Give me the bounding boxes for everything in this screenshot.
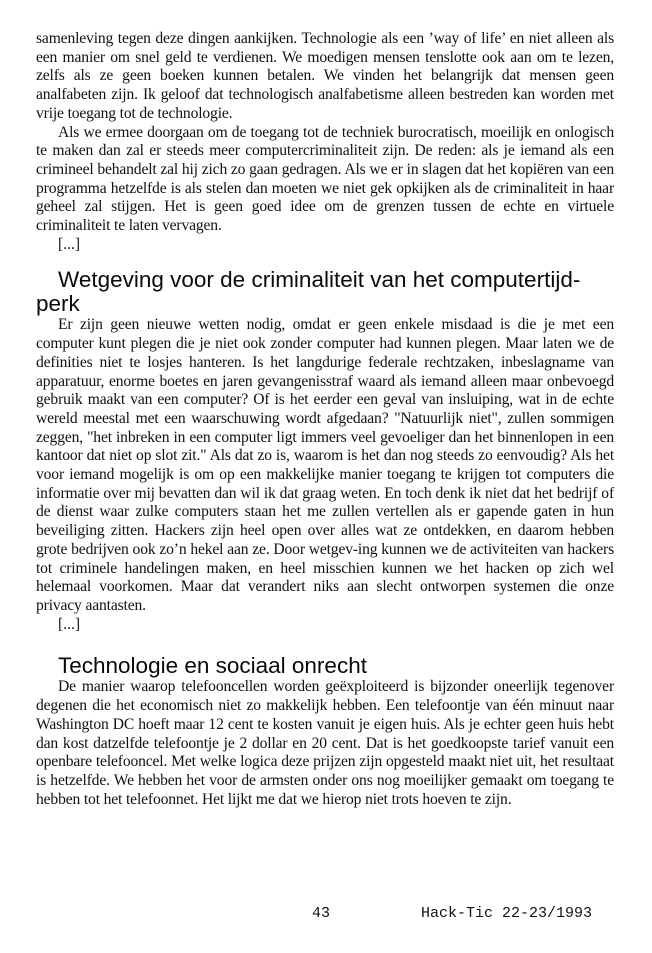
omission-marker: [...] xyxy=(58,615,81,633)
paragraph-social-injustice: De manier waarop telefooncellen worden geëxploiteerd is bijzonder oneerlijk tegenover degenen die het economisch niet zo makkelijk hebben. Een telefoontje van één minuut naar Washington DC hoeft maar 12 cent te kosten vanuit je eigen huis. Als je echter geen huis hebt dan kost datzelfde telefoontje je 2 dollar en 20 cent. Dat is het goedkoopste tarief vanuit een openbare telefooncel. Met welke logica deze prijzen zijn opgesteld maakt niet uit, het resultaat is hetzelfde. We hebben het voor de armsten onder ons nog moeilijker gemaakt om toegang te hebben tot het telefoonnet. Het lijkt me dat we hierop niet trots hoeven te zijn. xyxy=(36,678,614,808)
paragraph-computer-crime: Als we ermee doorgaan om de toegang tot de techniek burocratisch, moeilijk en onlogisch te maken dan zal er steeds meer computercriminaliteit zijn. De reden: als je iemand als een crimineel behandelt zal hij zich zo gaan gedragen. Als we er in slagen dat het kopiëren van een programma hetzelfde is als stelen dan moeten we niet gek opkijken als de criminaliteit in haar geheel zal stijgen. Het is geen goed idee om de grenzen tussen de echte en virtuele criminaliteit te laten vervagen. xyxy=(36,123,614,235)
journal-issue: Hack-Tic 22-23/1993 xyxy=(421,905,593,922)
paragraph-legislation: Er zijn geen nieuwe wetten nodig, omdat er geen enkele misdaad is die je met een computer kunt plegen die je niet ook zonder computer had kunnen plegen. Maar laten we de definities niet te losjes hanteren. Is het langdurige federale rechtzaken, inbeslagname van apparatuur, enorme boetes en jaren gevangenisstraf waard als iemand alleen maar onbevoegd gebruik maakt van een computer? Of is het eerder een geval van insluiping, wat in de echte wereld meestal met een waarschuwing wordt afgedaan? "Natuurlijk niet", zullen sommigen zeggen, "het inbreken in een computer ligt immers veel gevoeliger dan het binnenlopen in een kantoor dat niet op slot zit." Als dat zo is, waarom is het dan nog steeds zo eenvoudig? Als het voor iemand mogelijk is om op een makkelijke manier toegang te krijgen tot computers die informatie over mij bevatten dan wil ik dat graag weten. En toch denk ik niet dat het bedrijf of de dienst waar zulke computers staan het me zullen vertellen als er gapende gaten in hun beveiliging zitten. Hackers zijn heel open over alles wat ze ontdekken, en daarom hebben grote bedrijven ook zo’n hekel aan ze. Door wetgev-ing kunnen we de activiteiten van hackers tot criminele handelingen maken, en heel misschien kunnen we het hacken op zich wel helemaal voorkomen. Maar dat verandert niks aan slecht ontworpen systemen die onze privacy aantasten. xyxy=(36,316,614,614)
omission-marker: [...] xyxy=(58,235,81,253)
paragraph-intro-continued: samenleving tegen deze dingen aankijken. Technologie als een ’way of life’ en niet alleen als een manier om snel geld te verdienen. We moedigen mensen tenslotte ook aan om te lezen, zelfs als ze geen boeken kunnen betalen. We vinden het belangrijk dat mensen geen analfabeten zijn. Ik geloof dat technologisch analfabetisme alleen bestreden kan worden met vrije toegang tot de technologie. xyxy=(36,30,614,122)
section-heading-legislation: Wetgeving voor de criminaliteit van het computertijd-perk xyxy=(36,267,581,317)
section-heading-social-injustice: Technologie en sociaal onrecht xyxy=(58,653,367,679)
document-page xyxy=(36,30,614,809)
page-number: 43 xyxy=(312,905,331,922)
